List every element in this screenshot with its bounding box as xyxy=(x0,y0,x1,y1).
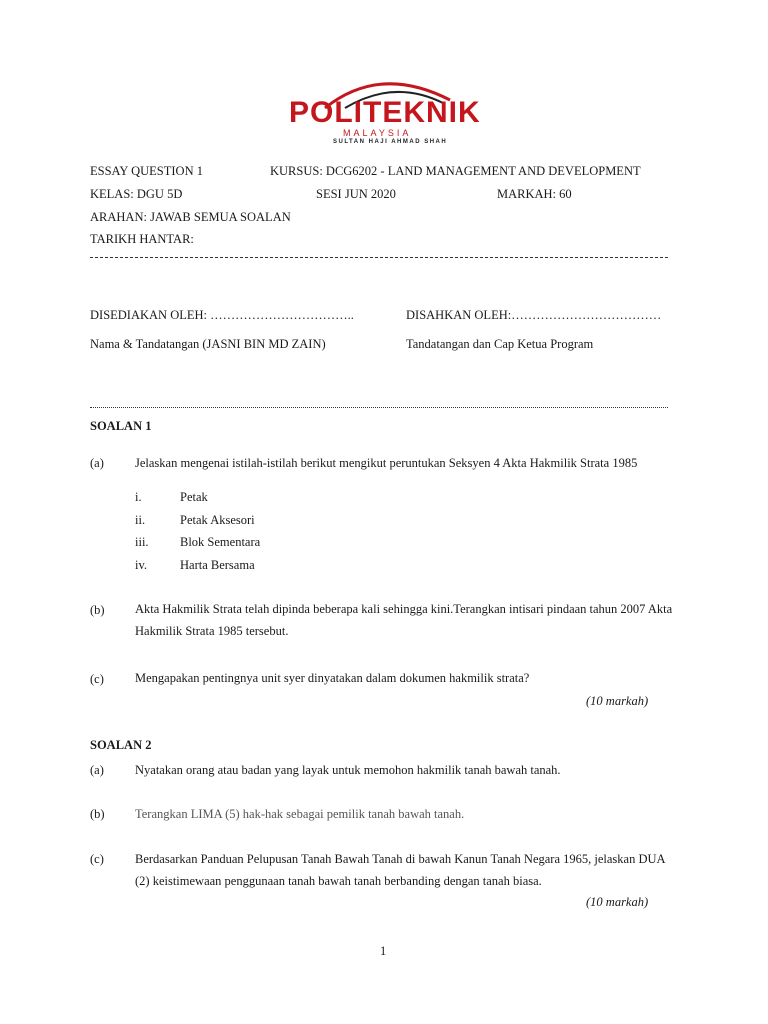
q1-c-label: (c) xyxy=(90,672,104,686)
q2-b-label: (b) xyxy=(90,807,105,821)
q1-item-num: ii. xyxy=(135,513,146,527)
q1-a-text: Jelaskan mengenai istilah-istilah berikut mengikut peruntukan Seksyen 4 Akta Hakmilik Strata 1985 xyxy=(135,456,638,470)
q1-item-num: iv. xyxy=(135,558,148,572)
q2-a-label: (a) xyxy=(90,763,104,777)
q1-b-label: (b) xyxy=(90,603,105,617)
logo-tagline: SULTAN HAJI AHMAD SHAH xyxy=(333,139,448,145)
dashed-divider xyxy=(90,257,668,258)
q2-c-text: Berdasarkan Panduan Pelupusan Tanah Bawah Tanah di bawah Kanun Tanah Negara 1965, jelaskan DUA (2) keistimewaan penggunaan tanah bawah tanah berbanding dengan tanah biasa. xyxy=(135,852,665,888)
logo-wordmark: POLITEKNIK xyxy=(289,96,481,129)
marks-label: MARKAH: 60 xyxy=(497,187,572,201)
q1-a-label: (a) xyxy=(90,456,104,470)
page-number: 1 xyxy=(380,944,387,958)
submission-date-label: TARIKH HANTAR: xyxy=(90,232,194,246)
q2-a-text: Nyatakan orang atau badan yang layak untuk memohon hakmilik tanah bawah tanah. xyxy=(135,763,561,777)
q2-c-label: (c) xyxy=(90,852,104,866)
politeknik-logo xyxy=(285,70,485,150)
course-label: KURSUS: DCG6202 - LAND MANAGEMENT AND DEVELOPMENT xyxy=(270,164,641,178)
class-label: KELAS: DGU 5D xyxy=(90,187,183,201)
instruction-label: ARAHAN: JAWAB SEMUA SOALAN xyxy=(90,210,291,224)
session-label: SESI JUN 2020 xyxy=(316,187,396,201)
q2-b-text: Terangkan LIMA (5) hak-hak sebagai pemilik tanah bawah tanah. xyxy=(135,807,465,821)
preparer-name: Nama & Tandatangan (JASNI BIN MD ZAIN) xyxy=(90,337,326,351)
q1-item-num: i. xyxy=(135,490,142,504)
prepared-by: DISEDIAKAN OLEH: …………………………….. xyxy=(90,308,354,322)
q1-b-text: Akta Hakmilik Strata telah dipinda beberapa kali sehingga kini.Terangkan intisari pindaan tahun 2007 Akta Hakmilik Strata 1985 tersebut. xyxy=(135,602,673,638)
q1-item-text: Petak Aksesori xyxy=(180,513,255,527)
q2-marks: (10 markah) xyxy=(586,895,649,909)
dotted-divider xyxy=(90,407,668,408)
logo-subtitle: MALAYSIA xyxy=(343,128,412,138)
question-2-title: SOALAN 2 xyxy=(90,738,152,752)
q1-item-text: Harta Bersama xyxy=(180,558,255,572)
q1-item-num: iii. xyxy=(135,535,149,549)
q1-item-text: Blok Sementara xyxy=(180,535,261,549)
essay-question-label: ESSAY QUESTION 1 xyxy=(90,164,203,178)
question-1-title: SOALAN 1 xyxy=(90,419,152,433)
q1-item-text: Petak xyxy=(180,490,208,504)
q1-c-text: Mengapakan pentingnya unit syer dinyatakan dalam dokumen hakmilik strata? xyxy=(135,671,530,685)
approver-title: Tandatangan dan Cap Ketua Program xyxy=(406,337,594,351)
approved-by: DISAHKAN OLEH:……………………………… xyxy=(406,308,662,322)
q1-marks: (10 markah) xyxy=(586,694,649,708)
